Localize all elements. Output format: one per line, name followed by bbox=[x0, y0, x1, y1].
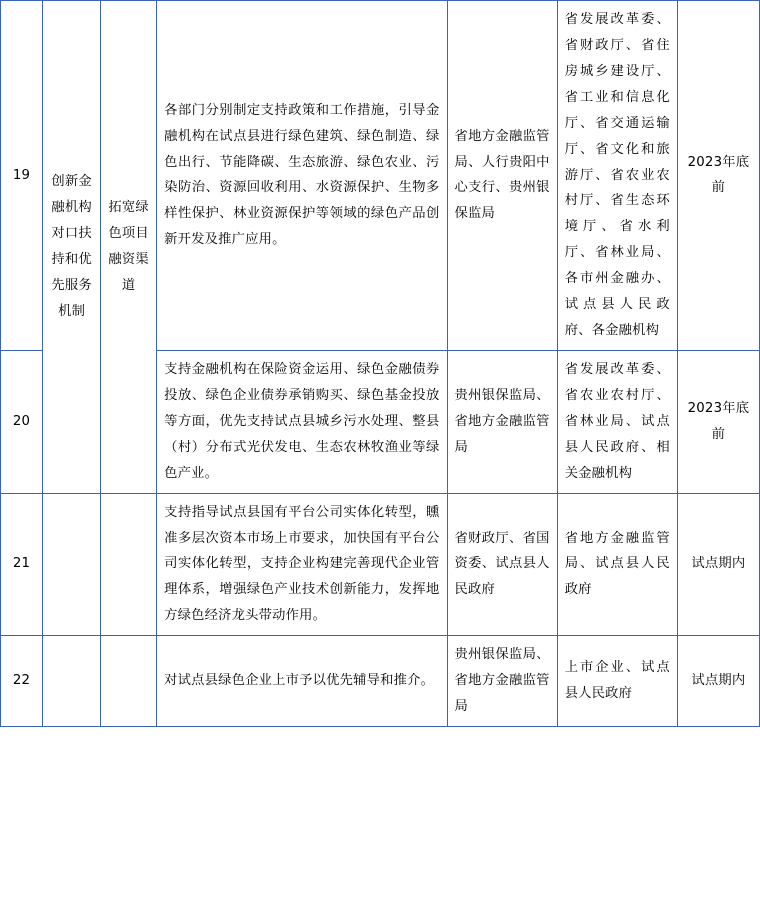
deadline-text: 试点期内 bbox=[691, 673, 746, 689]
group-cell-empty bbox=[43, 636, 101, 727]
row-index-cell bbox=[1, 350, 43, 493]
task-content-text: 支持指导试点县国有平台公司实体化转型，矄准多层次资本市场上市要求，加快国有平台公司实体化转型，支持企业构建完善现代企业管理体系，增强绿色产业技术创新能力，发挥地方绿色经济龙头带动作用。 bbox=[164, 504, 440, 624]
task-content-text: 各部门分别制定支持政策和工作措施，引导金融机构在试点县进行绿色建筑、绿色制造、绿色出行、节能降碳、生态旅游、绿色农业、污染防治、资源回收利用、水资源保护、生物多样性保护、林业资源保护等领域的绿色产品创新开发及推广应用。 bbox=[164, 102, 440, 248]
deadline-text: 试点期内 bbox=[691, 556, 746, 572]
row-index-cell bbox=[1, 1, 43, 351]
row-index-cell bbox=[1, 636, 43, 727]
row-index-text: 21 bbox=[12, 556, 31, 572]
assist-unit-cell bbox=[557, 350, 677, 493]
lead-unit-text: 贵州银保监局、省地方金融监管局 bbox=[454, 647, 550, 715]
lead-unit-cell bbox=[447, 493, 557, 636]
subgroup-cell-empty bbox=[101, 493, 157, 636]
lead-unit-text: 省财政厅、省国资委、试点县人民政府 bbox=[454, 530, 550, 598]
lead-unit-text: 贵州银保监局、省地方金融监管局 bbox=[454, 387, 550, 455]
group-cell bbox=[43, 1, 101, 494]
row-index-text: 19 bbox=[12, 167, 31, 183]
subgroup-cell-empty bbox=[101, 636, 157, 727]
row-index-text: 22 bbox=[12, 673, 31, 689]
deadline-text: 2023年底前 bbox=[687, 400, 750, 442]
lead-unit-cell bbox=[447, 1, 557, 351]
lead-unit-cell bbox=[447, 350, 557, 493]
assist-unit-text: 上市企业、试点县人民政府 bbox=[564, 660, 670, 702]
task-content-cell bbox=[157, 350, 447, 493]
table-row bbox=[1, 493, 760, 636]
task-content-cell bbox=[157, 1, 447, 351]
group-cell-empty bbox=[43, 493, 101, 636]
table-row bbox=[1, 636, 760, 727]
assist-unit-text: 省发展改革委、省农业农村厅、省林业局、试点县人民政府、相关金融机构 bbox=[564, 361, 670, 481]
task-content-cell bbox=[157, 636, 447, 727]
row-index-cell bbox=[1, 493, 43, 636]
assist-unit-cell bbox=[557, 493, 677, 636]
task-content-text: 支持金融机构在保险资金运用、绿色金融债券投放、绿色企业债券承销购买、绿色基金投放等方面，优先支持试点县城乡污水处理、整县（村）分布式光伏发电、生态农林牧渔业等绿色产业。 bbox=[164, 361, 440, 481]
lead-unit-text: 省地方金融监管局、人行贵阳中心支行、贵州银保监局 bbox=[454, 128, 550, 222]
lead-unit-cell bbox=[447, 636, 557, 727]
group-label-text: 创新金融机构对口扶持和优先服务机制 bbox=[51, 174, 92, 319]
deadline-text: 2023年底前 bbox=[687, 154, 750, 196]
deadline-cell bbox=[677, 636, 759, 727]
assist-unit-text: 省发展改革委、省财政厅、省住房城乡建设厅、省工业和信息化厅、省交通运输厅、省文化和旅游厅、省农业农村厅、省生态环境厅、省水利厅、省林业局、各市州金融办、试点县人民政府、各金融机构 bbox=[564, 12, 670, 339]
subgroup-label-text: 拓宽绿色项目融资渠道 bbox=[108, 199, 149, 293]
assist-unit-cell bbox=[557, 636, 677, 727]
table-row bbox=[1, 1, 760, 351]
task-content-text: 对试点县绿色企业上市予以优先辅导和推介。 bbox=[164, 673, 435, 689]
row-index-text: 20 bbox=[12, 413, 31, 429]
deadline-cell bbox=[677, 493, 759, 636]
assist-unit-text: 省地方金融监管局、试点县人民政府 bbox=[564, 530, 670, 598]
deadline-cell bbox=[677, 1, 759, 351]
task-content-cell bbox=[157, 493, 447, 636]
deadline-cell bbox=[677, 350, 759, 493]
assist-unit-cell bbox=[557, 1, 677, 351]
subgroup-cell bbox=[101, 1, 157, 494]
